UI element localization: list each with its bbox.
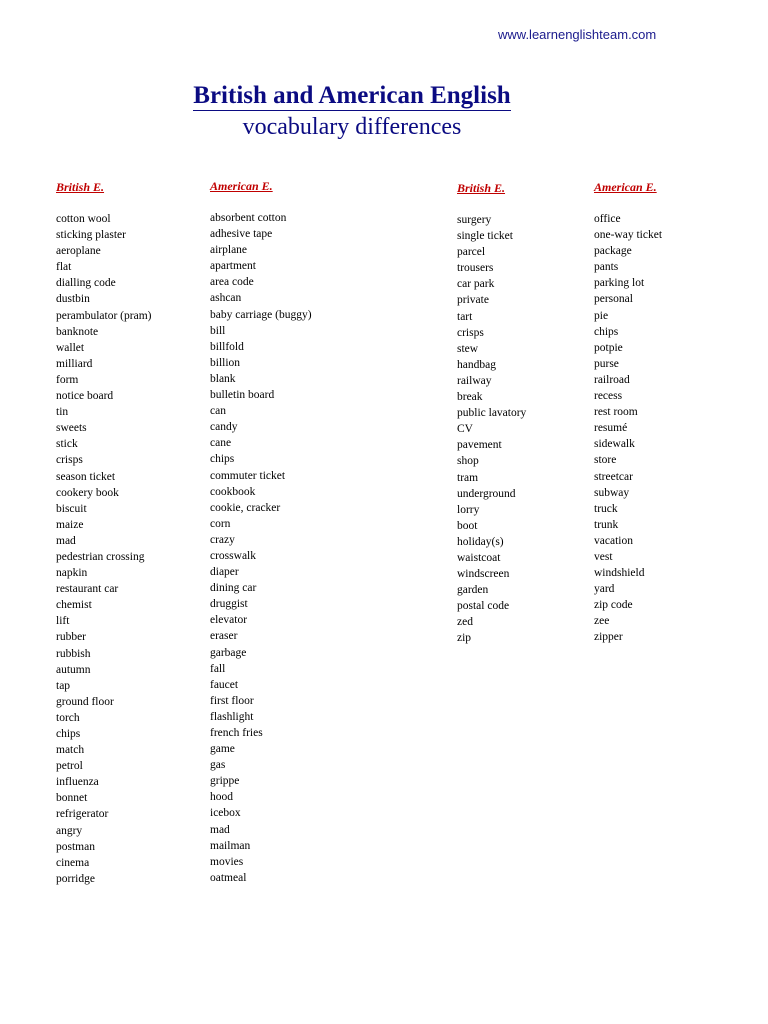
list-item: grippe: [210, 775, 240, 788]
list-item: pedestrian crossing: [56, 550, 145, 563]
list-item: movies: [210, 855, 244, 868]
list-item: yard: [594, 583, 615, 596]
list-item: lorry: [457, 503, 480, 516]
list-item: baby carriage (buggy): [210, 308, 312, 321]
list-item: boot: [457, 519, 478, 532]
list-item: biscuit: [56, 502, 87, 515]
list-item: bonnet: [56, 792, 88, 805]
list-item: absorbent cotton: [210, 212, 287, 224]
list-item: ashcan: [210, 292, 242, 305]
list-item: airplane: [210, 244, 248, 257]
list-item: tram: [457, 471, 479, 484]
word-list: [457, 212, 526, 647]
list-item: torch: [56, 711, 80, 724]
word-list: [594, 211, 662, 646]
list-item: vest: [594, 550, 613, 563]
list-item: eraser: [210, 630, 238, 643]
list-item: chemist: [56, 599, 92, 612]
list-item: crisps: [56, 454, 83, 467]
list-item: billfold: [210, 340, 244, 353]
list-item: gas: [210, 759, 226, 772]
list-item: rest room: [594, 406, 638, 419]
list-item: refrigerator: [56, 808, 109, 821]
list-item: truck: [594, 502, 618, 515]
list-item: waistcoat: [457, 551, 501, 564]
column-header: British E.: [56, 180, 105, 194]
list-item: holiday(s): [457, 535, 504, 548]
list-item: CV: [457, 423, 473, 436]
list-item: cookbook: [210, 485, 256, 498]
list-item: apartment: [210, 260, 256, 273]
list-item: angry: [56, 824, 83, 837]
list-item: surgery: [457, 214, 492, 226]
list-item: windscreen: [457, 568, 510, 581]
list-item: autumn: [56, 663, 91, 676]
list-item: chips: [210, 453, 235, 466]
list-item: postal code: [457, 600, 510, 613]
list-item: resumé: [594, 422, 628, 435]
list-item: chips: [594, 325, 619, 338]
list-item: store: [594, 454, 617, 467]
list-item: parcel: [457, 246, 486, 259]
list-item: mailman: [210, 839, 251, 852]
list-item: ground floor: [56, 695, 114, 708]
list-item: influenza: [56, 776, 99, 789]
list-item: public lavatory: [457, 407, 527, 420]
list-item: potpie: [594, 341, 623, 354]
list-item: billion: [210, 356, 241, 369]
list-item: handbag: [457, 358, 496, 371]
list-item: garden: [457, 584, 489, 597]
list-item: cotton wool: [56, 213, 111, 225]
list-item: blank: [210, 372, 236, 385]
list-item: match: [56, 744, 85, 757]
list-item: can: [210, 405, 226, 418]
list-item: area code: [210, 276, 254, 289]
list-item: candy: [210, 421, 238, 434]
list-item: pavement: [457, 439, 502, 452]
list-item: zee: [594, 615, 610, 628]
list-item: stick: [56, 438, 78, 451]
list-item: railway: [457, 374, 492, 387]
list-item: notice board: [56, 390, 114, 403]
list-item: bill: [210, 324, 226, 337]
list-item: postman: [56, 840, 95, 853]
list-item: package: [594, 245, 632, 258]
list-item: adhesive tape: [210, 228, 273, 241]
list-item: fall: [210, 662, 226, 675]
column-american-2: [594, 180, 662, 646]
list-item: restaurant car: [56, 583, 119, 596]
list-item: dining car: [210, 582, 257, 595]
list-item: chips: [56, 728, 81, 740]
list-item: streetcar: [594, 470, 633, 483]
list-item: zip: [457, 632, 472, 645]
list-item: parking lot: [594, 277, 645, 290]
list-item: mad: [56, 534, 76, 547]
list-item: icebox: [210, 807, 241, 820]
list-item: game: [210, 743, 235, 756]
list-item: milliard: [56, 357, 93, 370]
list-item: pie: [594, 309, 609, 322]
list-item: purse: [594, 357, 619, 370]
list-item: office: [594, 213, 621, 225]
list-item: vacation: [594, 534, 633, 547]
list-item: dialling code: [56, 277, 116, 290]
title-block: [0, 82, 704, 141]
list-item: windshield: [594, 567, 645, 580]
list-item: perambulator (pram): [56, 309, 152, 322]
list-item: sticking plaster: [56, 229, 126, 242]
column-british-1: [56, 180, 151, 887]
list-item: flashlight: [210, 710, 254, 723]
list-item: tin: [56, 406, 69, 419]
list-item: crazy: [210, 533, 235, 546]
list-item: bulletin board: [210, 389, 275, 402]
list-item: season ticket: [56, 470, 116, 483]
list-item: maize: [56, 518, 84, 531]
list-item: porridge: [56, 872, 95, 885]
list-item: faucet: [210, 678, 239, 691]
list-item: shop: [457, 455, 479, 468]
column-american-1: [210, 179, 312, 886]
list-item: lift: [56, 615, 70, 628]
list-item: rubber: [56, 631, 87, 644]
column-british-2: [457, 181, 526, 647]
column-header: American E.: [210, 179, 273, 193]
list-item: oatmeal: [210, 871, 247, 884]
list-item: cinema: [56, 856, 90, 869]
list-item: first floor: [210, 694, 254, 707]
list-item: garbage: [210, 646, 247, 659]
word-list: [210, 210, 312, 886]
list-item: tap: [56, 679, 71, 692]
list-item: crosswalk: [210, 549, 256, 562]
column-header: American E.: [594, 180, 657, 194]
list-item: recess: [594, 390, 623, 403]
list-item: zed: [457, 616, 473, 629]
list-item: dustbin: [56, 293, 90, 306]
list-item: trousers: [457, 262, 494, 275]
list-item: aeroplane: [56, 245, 101, 258]
list-item: druggist: [210, 598, 248, 611]
list-item: hood: [210, 791, 233, 804]
list-item: railroad: [594, 373, 630, 386]
list-item: petrol: [56, 760, 83, 773]
list-item: mad: [210, 823, 230, 836]
list-item: wallet: [56, 341, 85, 354]
page-title: British and American English: [193, 82, 511, 109]
list-item: banknote: [56, 325, 99, 338]
list-item: tart: [457, 310, 473, 323]
list-item: car park: [457, 278, 495, 291]
list-item: cookie, cracker: [210, 501, 281, 514]
list-item: sidewalk: [594, 438, 635, 451]
list-item: sweets: [56, 422, 87, 435]
list-item: crisps: [457, 326, 484, 339]
list-item: subway: [594, 486, 630, 499]
page-subtitle: vocabulary differences: [242, 114, 462, 140]
list-item: cane: [210, 437, 232, 450]
list-item: stew: [457, 342, 479, 355]
list-item: break: [457, 391, 483, 404]
list-item: trunk: [594, 518, 619, 531]
list-item: one-way ticket: [594, 229, 663, 242]
list-item: zipper: [594, 631, 623, 644]
column-header: British E.: [457, 181, 506, 195]
list-item: flat: [56, 261, 72, 274]
list-item: napkin: [56, 567, 88, 580]
list-item: pants: [594, 261, 619, 274]
list-item: corn: [210, 517, 231, 530]
list-item: commuter ticket: [210, 469, 286, 482]
list-item: cookery book: [56, 486, 119, 499]
site-url[interactable]: www.learnenglishteam.com: [498, 27, 657, 42]
list-item: personal: [594, 293, 633, 306]
list-item: diaper: [210, 566, 239, 579]
list-item: underground: [457, 487, 516, 500]
list-item: elevator: [210, 614, 248, 627]
list-item: french fries: [210, 727, 263, 739]
list-item: rubbish: [56, 647, 91, 660]
list-item: form: [56, 373, 79, 386]
word-list: [56, 211, 151, 887]
list-item: single ticket: [457, 230, 513, 243]
list-item: private: [457, 294, 489, 307]
list-item: zip code: [594, 599, 633, 612]
